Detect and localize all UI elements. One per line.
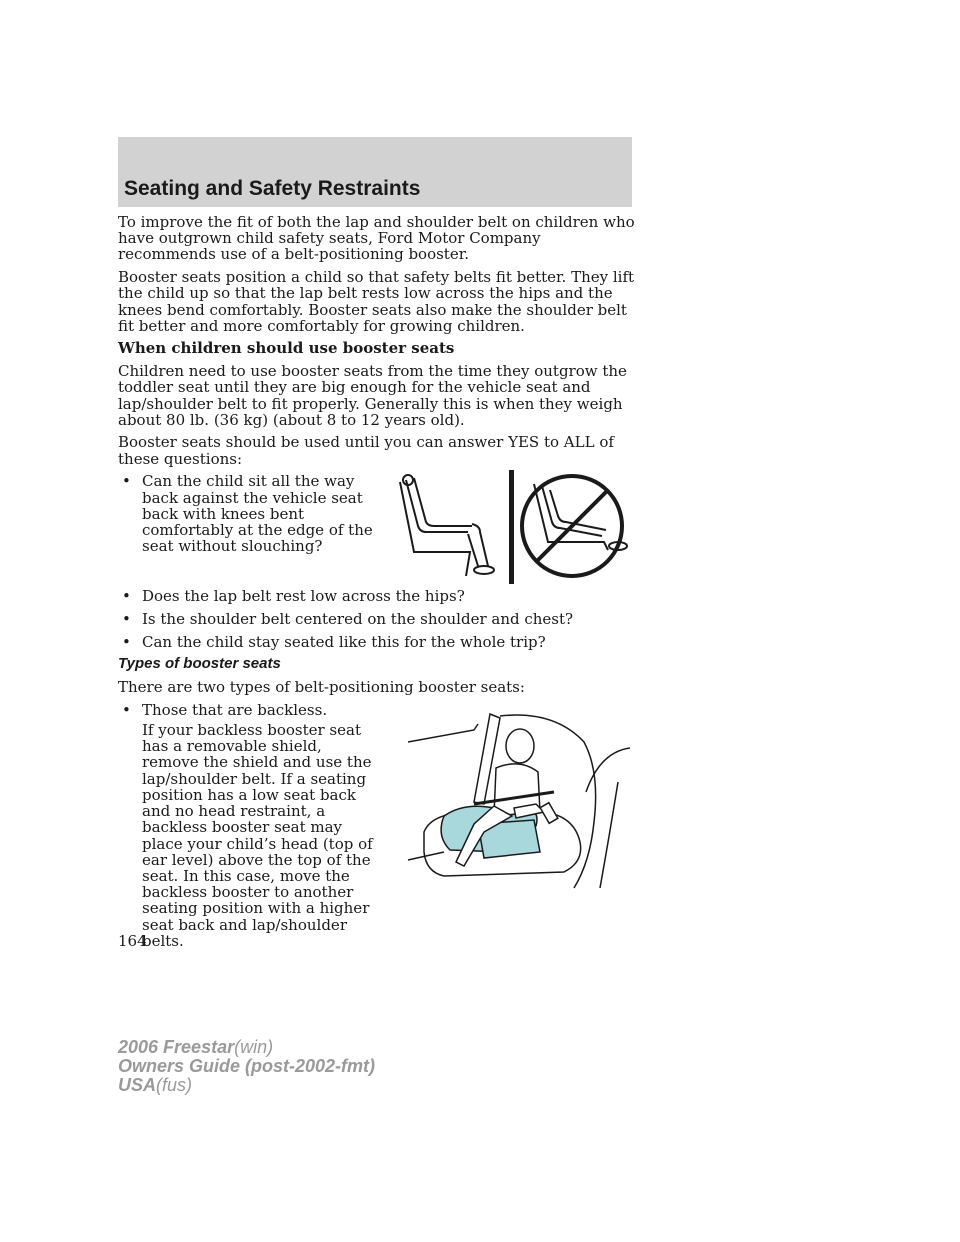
paragraph-when-to-use: Children need to use booster seats from the time they outgrow the toddler seat until they are big enough for the vehicle seat and lap/shoulder belt to fit properly. Generally this is when they weigh about 80 lb. (36 kg) (about 8 to 12 years old).: [118, 362, 627, 429]
subheading-when-to-use: When children should use booster seats: [118, 339, 455, 358]
paragraph-booster-purpose: Booster seats position a child so that safety belts fit better. They lift the child up so that the lap belt rests low across the hips and the knees bend comfortably. Booster seats also make the shoulder belt fit better and more comfortably for growing children.: [118, 268, 635, 335]
backless-booster-illustration: [404, 712, 632, 892]
paragraph-questions-intro: Booster seats should be used until you can answer YES to ALL of these questions:: [118, 433, 614, 468]
document-footer: [118, 1038, 375, 1095]
question-text: Is the shoulder belt centered on the shoulder and chest?: [142, 610, 574, 629]
footer-line-model: 2006 Freestar(win): [118, 1037, 274, 1057]
seat-posture-illustration: [392, 466, 632, 586]
question-text: Does the lap belt rest low across the hips?: [142, 587, 465, 606]
child-head: [506, 729, 534, 763]
bullet-dot: •: [122, 610, 131, 629]
question-text: Can the child stay seated like this for the whole trip?: [142, 632, 546, 651]
question-item: [118, 588, 638, 604]
bullet-dot: •: [122, 472, 131, 491]
question-item: [118, 634, 638, 650]
question-item: [118, 473, 387, 554]
paragraph-types-intro: There are two types of belt-positioning booster seats:: [118, 678, 525, 697]
backless-note-text: If your backless booster seat has a removable shield, remove the shield and use the lap/shoulder belt. If a seating position has a low seat back and no head restraint, a backless booster seat may place your child’s head (top of ear level) above the top of the seat. In this case, move the backless booster to another seating position with a higher seat back and lap/shoulder belts.: [142, 721, 373, 950]
subheading-types: Types of booster seats: [118, 655, 281, 673]
question-text: Can the child sit all the way back against the vehicle seat back with knees bent comfortably at the edge of the seat without slouching?: [142, 472, 373, 556]
type-text: Those that are backless.: [142, 700, 328, 719]
section-title: Seating and Safety Restraints: [124, 177, 421, 200]
bullet-dot: •: [122, 632, 131, 651]
paragraph-intro: To improve the fit of both the lap and shoulder belt on children who have outgrown child safety seats, Ford Motor Company recommends use of a belt-positioning booster.: [118, 213, 635, 264]
divider-bar: [509, 470, 514, 584]
bullet-dot: •: [122, 700, 131, 719]
footer-line-guide: Owners Guide (post-2002-fmt): [118, 1056, 376, 1076]
footer-line-market: USA(fus): [118, 1075, 193, 1095]
page-number: 164: [118, 932, 147, 950]
question-item: [118, 611, 638, 627]
bullet-dot: •: [122, 587, 131, 606]
